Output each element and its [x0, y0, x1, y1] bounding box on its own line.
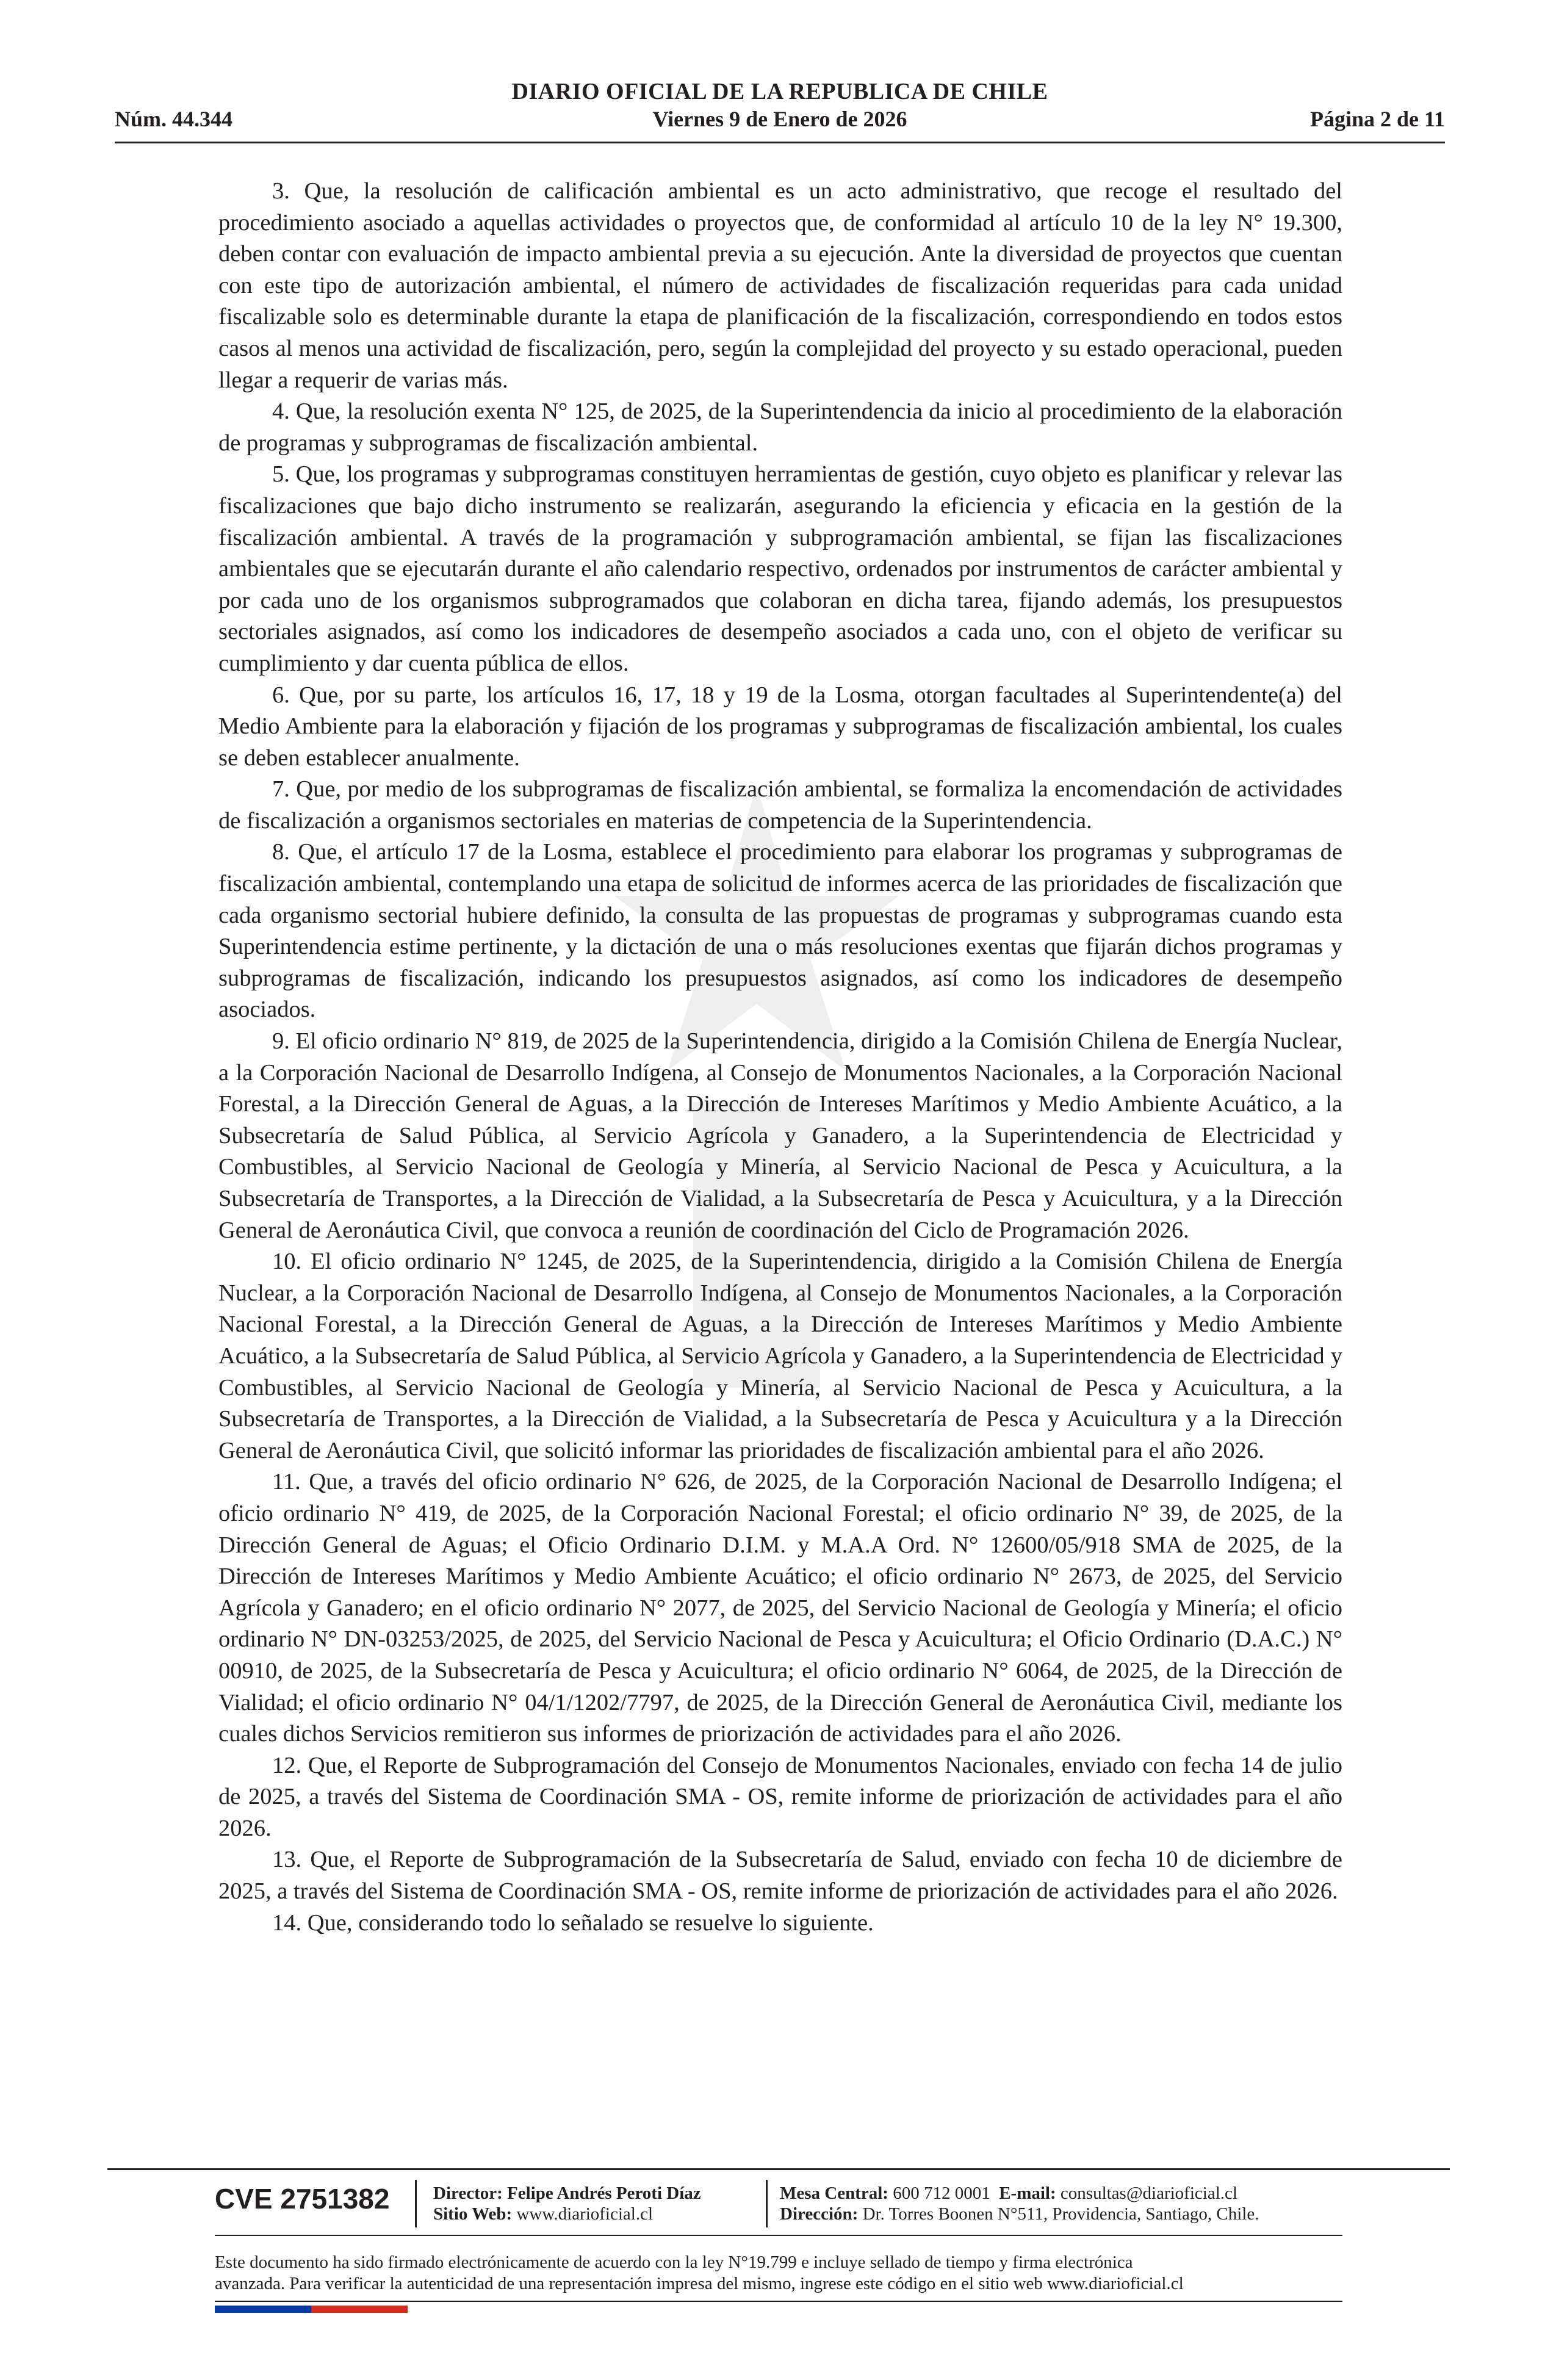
- paragraph-14: 14. Que, considerando todo lo señalado se resuelve lo siguiente.: [272, 1909, 874, 1936]
- document-body: [218, 176, 1342, 1939]
- legal-notice: [215, 2252, 1350, 2295]
- paragraph-13: 13. Que, el Reporte de Subprogramación de la Subsecretaría de Salud, enviado con fecha 10 de diciembre de 2025, a través del Sistema de Coordinación SMA - OS, remite informe de priorización de actividades para el año 2026.: [218, 1847, 1342, 1905]
- page-header: [115, 78, 1445, 139]
- header-divider: [115, 142, 1445, 143]
- address-label: Dirección:: [780, 2204, 859, 2224]
- director-label: Director:: [433, 2183, 503, 2203]
- flag-red-stripe: [311, 2306, 408, 2313]
- issue-date: Viernes 9 de Enero de 2026: [652, 107, 907, 131]
- newspaper-title: DIARIO OFICIAL DE LA REPUBLICA DE CHILE: [511, 79, 1048, 104]
- paragraph-7: 7. Que, por medio de los subprogramas de fiscalización ambiental, se formaliza la encomendación de actividades de fiscalización a organismos sectoriales en materias de competencia de la Superintendencia.: [218, 776, 1342, 834]
- paragraph-10: 10. El oficio ordinario N° 1245, de 2025, de la Superintendencia, dirigido a la Comisión Chilena de Energía Nuclear, a la Corporación Nacional de Desarrollo Indígena, al Consejo de Monumentos Nacionales, a la Corporación Nacional Forestal, a la Dirección General de Aguas, a la Dirección de Intereses Marítimos y Medio Ambiente Acuático, a la Subsecretaría de Salud Pública, al Servicio Agrícola y Ganadero, a la Superintendencia de Electricidad y Combustibles, al Servicio Nacional de Geología y Minería, al Servicio Nacional de Pesca y Acuicultura, a la Subsecretaría de Transportes, a la Dirección de Vialidad, a la Subsecretaría de Pesca y Acuicultura y a la Dirección General de Aeronáutica Civil, que solicitó informar las prioridades de fiscalización ambiental para el año 2026.: [218, 1249, 1342, 1463]
- cve-code: CVE 2751382: [215, 2183, 390, 2215]
- flag-blue-stripe: [215, 2306, 311, 2313]
- legal-line: avanzada. Para verificar la autenticidad de una representación impresa del mismo, ingrese este código en el sitio web www.diarioficial.cl: [215, 2274, 1184, 2293]
- email-label: E-mail:: [999, 2183, 1056, 2203]
- mesa-phone: 600 712 0001: [893, 2183, 990, 2203]
- mesa-label: Mesa Central:: [780, 2183, 888, 2203]
- footer-contact-block: [780, 2183, 1259, 2224]
- footer-separator: [415, 2180, 417, 2227]
- footer-divider: [107, 2168, 1450, 2170]
- web-link[interactable]: www.diarioficial.cl: [516, 2204, 654, 2224]
- footer-director-block: [433, 2183, 701, 2224]
- address-value: Dr. Torres Boonen N°511, Providencia, Santiago, Chile.: [862, 2204, 1259, 2224]
- paragraph-12: 12. Que, el Reporte de Subprogramación del Consejo de Monumentos Nacionales, enviado con fecha 14 de julio de 2025, a través del Sistema de Coordinación SMA - OS, remite informe de priorización de actividades para el año 2026.: [218, 1752, 1342, 1841]
- page-number: Página 2 de 11: [1309, 107, 1445, 131]
- legal-line: Este documento ha sido firmado electrónicamente de acuerdo con la ley N°19.799 e incluye sellado de tiempo y firma electrónica: [215, 2252, 1133, 2272]
- flag-color-bar: [215, 2306, 408, 2313]
- paragraph-11: 11. Que, a través del oficio ordinario N° 626, de 2025, de la Corporación Nacional de Desarrollo Indígena; el oficio ordinario N° 419, de 2025, de la Corporación Nacional Forestal; el oficio ordinario N° 39, de 2025, de la Dirección General de Aguas; el Oficio Ordinario D.I.M. y M.A.A Ord. N° 12600/05/918 SMA de 2025, de la Dirección de Intereses Marítimos y Medio Ambiente Acuático; el oficio ordinario N° 2673, de 2025, del Servicio Agrícola y Ganadero; en el oficio ordinario N° 2077, de 2025, del Servicio Nacional de Geología y Minería; el oficio ordinario N° DN-03253/2025, de 2025, del Servicio Nacional de Pesca y Acuicultura; el Oficio Ordinario (D.A.C.) N° 00910, de 2025, de la Subsecretaría de Pesca y Acuicultura; el oficio ordinario N° 6064, de 2025, de la Dirección de Vialidad; el oficio ordinario N° 04/1/1202/7797, de 2025, de la Dirección General de Aeronáutica Civil, mediante los cuales dichos Servicios remitieron sus informes de priorización de actividades para el año 2026.: [218, 1469, 1342, 1747]
- paragraph-3: 3. Que, la resolución de calificación ambiental es un acto administrativo, que recoge el resultado del procedimiento asociado a aquellas actividades o proyectos que, de conformidad al artículo 10 de la ley N° 19.300, deben contar con evaluación de impacto ambiental previa a su ejecución. Ante la diversidad de proyectos que cuentan con este tipo de autorización ambiental, el número de actividades de fiscalización requeridas para cada unidad fiscalizable solo es determinable durante la etapa de planificación de la fiscalización, correspondiendo en todos estos casos al menos una actividad de fiscalización, pero, según la complejidad del proyecto y su estado operacional, pueden llegar a requerir de varias más.: [218, 178, 1342, 393]
- footer-separator: [766, 2180, 768, 2227]
- issue-number: Núm. 44.344: [115, 107, 233, 131]
- paragraph-4: 4. Que, la resolución exenta N° 125, de 2025, de la Superintendencia da inicio al procedimiento de la elaboración de programas y subprogramas de fiscalización ambiental.: [218, 398, 1342, 456]
- web-label: Sitio Web:: [433, 2204, 513, 2224]
- director-name: Felipe Andrés Peroti Díaz: [507, 2183, 701, 2203]
- paragraph-5: 5. Que, los programas y subprogramas constituyen herramientas de gestión, cuyo objeto es planificar y relevar las fiscalizaciones que bajo dicho instrumento se realizarán, asegurando la eficiencia y eficacia en la gestión de la fiscalización ambiental. A través de la programación y subprogramación ambiental, se fijan las fiscalizaciones ambientales que se ejecutarán durante el año calendario respectivo, ordenados por instrumentos de carácter ambiental y por cada uno de los organismos subprogramados que colaboran en dicha tarea, fijando además, los presupuestos sectoriales asignados, así como los indicadores de desempeño asociados a cada uno, con el objeto de verificar su cumplimiento y dar cuenta pública de ellos.: [218, 461, 1342, 676]
- paragraph-6: 6. Que, por su parte, los artículos 16, 17, 18 y 19 de la Losma, otorgan facultades al Superintendente(a) del Medio Ambiente para la elaboración y fijación de los programas y subprogramas de fiscalización ambiental, los cuales se deben establecer anualmente.: [218, 682, 1342, 771]
- paragraph-9: 9. El oficio ordinario N° 819, de 2025 de la Superintendencia, dirigido a la Comisión Chilena de Energía Nuclear, a la Corporación Nacional de Desarrollo Indígena, al Consejo de Monumentos Nacionales, a la Corporación Nacional Forestal, a la Dirección General de Aguas, a la Dirección de Intereses Marítimos y Medio Ambiente Acuático, a la Subsecretaría de Salud Pública, al Servicio Agrícola y Ganadero, a la Superintendencia de Electricidad y Combustibles, al Servicio Nacional de Geología y Minería, al Servicio Nacional de Pesca y Acuicultura, a la Subsecretaría de Transportes, a la Dirección de Vialidad, a la Subsecretaría de Pesca y Acuicultura, y a la Dirección General de Aeronáutica Civil, que convoca a reunión de coordinación del Ciclo de Programación 2026.: [218, 1028, 1342, 1243]
- footer-divider: [215, 2301, 1342, 2302]
- footer-divider: [215, 2235, 1342, 2236]
- email-link[interactable]: consultas@diarioficial.cl: [1060, 2183, 1237, 2203]
- paragraph-8: 8. Que, el artículo 17 de la Losma, establece el procedimiento para elaborar los programas y subprogramas de fiscalización ambiental, contemplando una etapa de solicitud de informes acerca de las prioridades de fiscalización que cada organismo sectorial hubiere definido, la consulta de las propuestas de programas y subprogramas cuando esta Superintendencia estime pertinente, y la dictación de una o más resoluciones exentas que fijarán dichos programas y subprogramas de fiscalización, indicando los presupuestos asignados, así como los indicadores de desempeño asociados.: [218, 839, 1342, 1023]
